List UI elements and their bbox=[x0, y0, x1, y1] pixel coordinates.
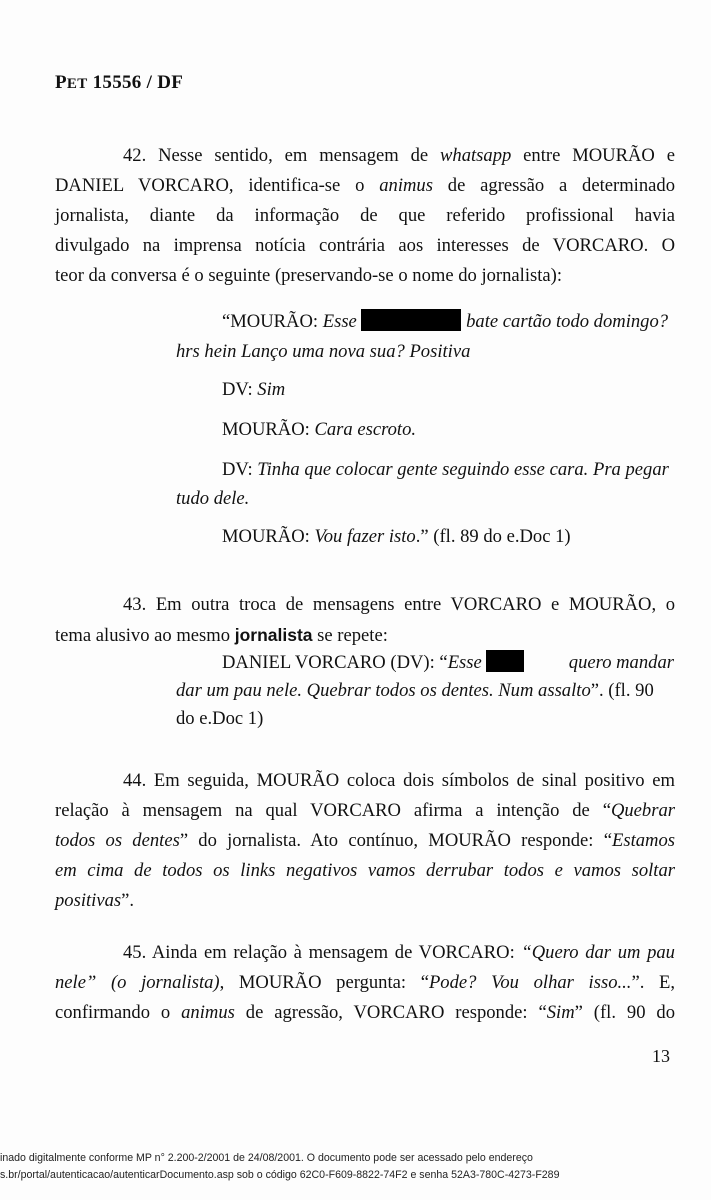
p42-line-5: teor da conversa é o seguinte (preservando-se o nome do jornalista): bbox=[55, 265, 563, 286]
paragraph-44 bbox=[55, 766, 675, 916]
quote2-line-1: DANIEL VORCARO (DV): “Esse quero mandar bbox=[222, 652, 674, 673]
footer-line-2: s.br/portal/autenticacao/autenticarDocumento.asp sob o código 62C0-F609-8822-74F2 e senha 52A3-780C-4273-F289 bbox=[0, 1169, 560, 1181]
quote1-line-7: MOURÃO: Vou fazer isto.” (fl. 89 do e.Doc 1) bbox=[222, 526, 571, 547]
redaction-block-2 bbox=[486, 650, 524, 672]
p44-line-3: todos os dentes” do jornalista. Ato contínuo, MOURÃO responde: “Estamos bbox=[55, 830, 675, 851]
page-header bbox=[55, 72, 183, 94]
quote2-line-3: do e.Doc 1) bbox=[176, 708, 264, 729]
quote1-line-2: hrs hein Lanço uma nova sua? Positiva bbox=[176, 341, 471, 362]
p44-line-1: 44. Em seguida, MOURÃO coloca dois símbolos de sinal positivo em bbox=[123, 770, 675, 791]
page-number: 13 bbox=[652, 1046, 670, 1066]
paragraph-43 bbox=[55, 590, 675, 650]
quote1-line-6: tudo dele. bbox=[176, 488, 250, 509]
p44-line-2: relação à mensagem na qual VORCARO afirma a intenção de “Quebrar bbox=[55, 800, 675, 821]
p44-line-5: positivas”. bbox=[55, 890, 135, 911]
paragraph-42 bbox=[55, 141, 675, 291]
p42-line-4: divulgado na imprensa notícia contrária aos interesses de VORCARO. O bbox=[55, 235, 675, 256]
paragraph-45 bbox=[55, 938, 675, 1028]
quote1-line-5: DV: Tinha que colocar gente seguindo esse cara. Pra pegar bbox=[222, 459, 669, 480]
quote1-line-4: MOURÃO: Cara escroto. bbox=[222, 419, 417, 440]
header-number: 15556 / DF bbox=[92, 72, 184, 93]
signature-footer bbox=[0, 1150, 711, 1184]
p43-line-2: tema alusivo ao mesmo jornalista se repete: bbox=[55, 625, 388, 646]
redaction-block bbox=[361, 309, 461, 331]
quote1-line-3: DV: Sim bbox=[222, 379, 286, 400]
quote2-line-2: dar um pau nele. Quebrar todos os dentes. Num assalto”. (fl. 90 bbox=[176, 680, 654, 701]
p42-line-3: jornalista, diante da informação de que referido profissional havia bbox=[55, 205, 675, 226]
p45-line-1: 45. Ainda em relação à mensagem de VORCARO: “Quero dar um pau bbox=[123, 942, 675, 963]
p44-line-4: em cima de todos os links negativos vamos derrubar todos e vamos soltar bbox=[55, 860, 675, 881]
header-prefix-rest: ET bbox=[66, 76, 88, 92]
footer-line-1: inado digitalmente conforme MP n° 2.200-2/2001 de 24/08/2001. O documento pode ser acessado pelo endereço bbox=[0, 1152, 533, 1164]
p45-line-2: nele” (o jornalista), MOURÃO pergunta: “Pode? Vou olhar isso...”. E, bbox=[55, 972, 675, 993]
quote1-line-1: “MOURÃO: Esse bate cartão todo domingo? bbox=[222, 311, 669, 332]
p42-line-1: 42. Nesse sentido, em mensagem de whatsapp entre MOURÃO e bbox=[123, 145, 675, 166]
p43-line-1: 43. Em outra troca de mensagens entre VORCARO e MOURÃO, o bbox=[123, 594, 675, 615]
p42-line-2: DANIEL VORCARO, identifica-se o animus de agressão a determinado bbox=[55, 175, 675, 196]
p45-line-3: confirmando o animus de agressão, VORCARO responde: “Sim” (fl. 90 do bbox=[55, 1002, 675, 1023]
header-prefix-cap: P bbox=[55, 72, 67, 93]
